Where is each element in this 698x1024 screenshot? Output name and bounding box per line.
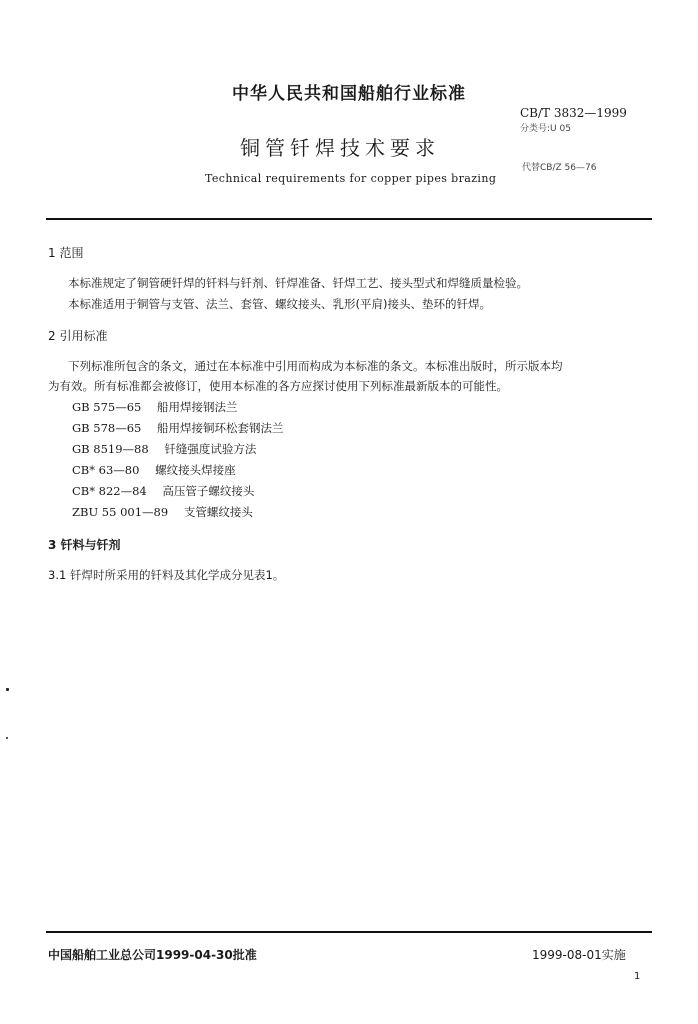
section-1-paragraph-1: 本标准规定了铜管硬钎焊的钎料与钎剂、钎焊准备、钎焊工艺、接头型式和焊缝质量检验。 [68, 276, 528, 290]
approval-line: 中国船舶工业总公司1999-04-30批准 [48, 948, 257, 962]
reference-code: GB 575—65 [72, 400, 142, 414]
reference-title: 高压管子螺纹接头 [162, 484, 255, 498]
list-item [72, 399, 238, 415]
reference-title: 支管螺纹接头 [183, 505, 253, 519]
list-item [72, 420, 284, 436]
reference-title: 钎缝强度试验方法 [164, 442, 257, 456]
section-3-heading: 3 钎料与钎剂 [48, 538, 121, 552]
section-2-paragraph-line-1: 下列标准所包含的条文，通过在本标准中引用而构成为本标准的条文。本标准出版时，所示版本均 [68, 359, 563, 373]
scan-speck [6, 737, 8, 739]
reference-title: 螺纹接头焊接座 [155, 463, 236, 477]
standard-category-title: 中华人民共和国船舶行业标准 [232, 84, 466, 104]
section-2-paragraph-line-2: 为有效。所有标准都会被修订，使用本标准的各方应探讨使用下列标准最新版本的可能性。 [48, 379, 508, 393]
list-item [72, 462, 236, 478]
document-title-cn: 铜管钎焊技术要求 [240, 136, 440, 160]
clause-3-1: 3.1 钎焊时所采用的钎料及其化学成分见表1。 [48, 568, 285, 582]
reference-title: 船用焊接铜环松套钢法兰 [157, 421, 284, 435]
replaces-note: 代替CB/Z 56—76 [522, 163, 597, 173]
header-divider [46, 218, 652, 220]
list-item [72, 483, 254, 499]
reference-code: CB* 63—80 [72, 463, 140, 477]
classification-code: 分类号:U 05 [520, 124, 571, 134]
list-item [72, 441, 256, 457]
list-item [72, 504, 253, 520]
implementation-date: 1999-08-01实施 [532, 948, 626, 962]
footer-divider [46, 931, 652, 933]
reference-code: ZBU 55 001—89 [72, 505, 169, 519]
section-1-paragraph-2: 本标准适用于铜管与支管、法兰、套管、螺纹接头、乳形(平肩)接头、垫环的钎焊。 [68, 297, 491, 311]
scan-speck [6, 688, 9, 691]
reference-code: GB 578—65 [72, 421, 142, 435]
reference-code: CB* 822—84 [72, 484, 147, 498]
document-title-en: Technical requirements for copper pipes brazing [205, 172, 497, 185]
section-1-heading: 1 范围 [48, 246, 84, 260]
page-number: 1 [634, 971, 641, 982]
reference-title: 船用焊接钢法兰 [157, 400, 238, 414]
reference-code: GB 8519—88 [72, 442, 149, 456]
standard-code: CB/T 3832—1999 [520, 106, 627, 120]
section-2-heading: 2 引用标准 [48, 329, 108, 343]
